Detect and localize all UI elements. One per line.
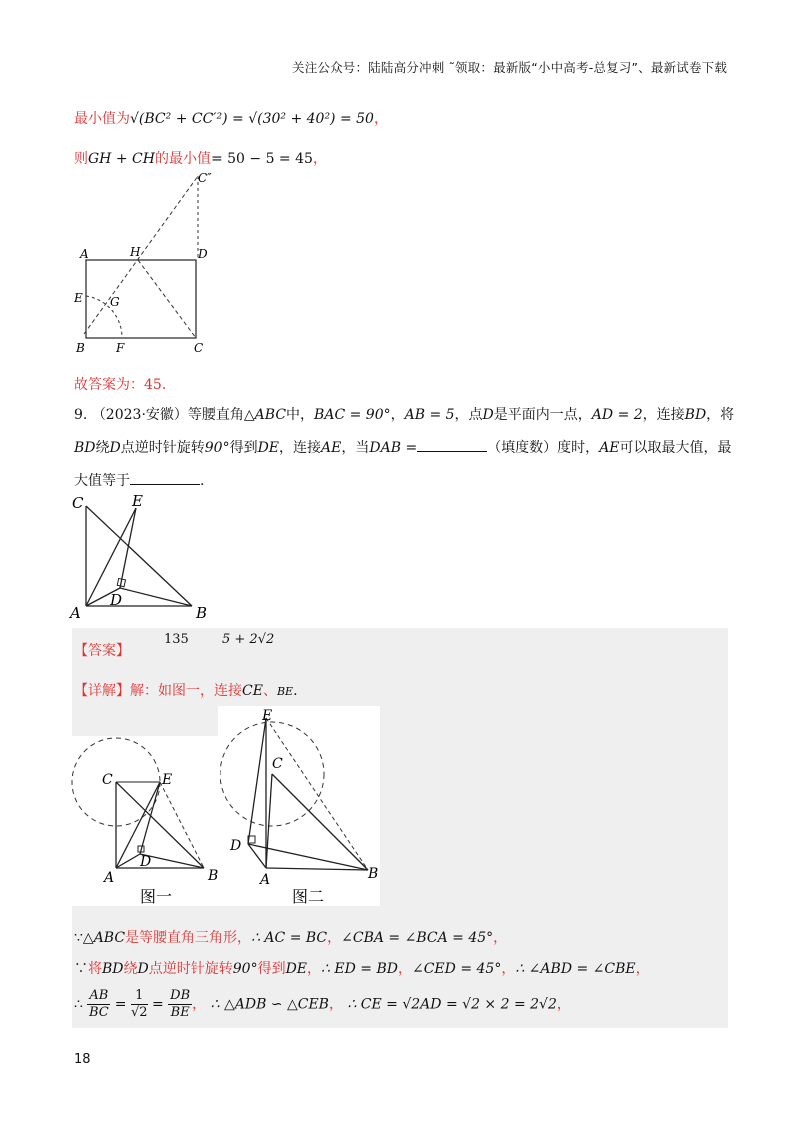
caption-figure-one: 图一: [140, 887, 173, 906]
label-e: E: [132, 492, 143, 510]
text-segment: 是平面内一点，: [493, 407, 592, 423]
math-segment: ∴ CE = √2AD = √2 × 2 = 2√2: [347, 996, 557, 1013]
fraction-ab-bc: [87, 988, 110, 1021]
fraction-db-be: [168, 988, 192, 1021]
text-segment: ，: [307, 961, 322, 977]
text-segment: 大值等于: [74, 473, 130, 489]
label-a: A: [104, 870, 115, 886]
text-segment: （填度数）度时，: [487, 440, 600, 456]
math-segment: D: [137, 961, 149, 977]
text-segment: ，点: [454, 407, 483, 423]
text-segment: 得到: [257, 961, 286, 977]
because-symbol: ∵: [74, 961, 88, 977]
answer-line: [74, 640, 130, 660]
math-segment: 90°: [204, 440, 230, 456]
answer-value-1: 135: [164, 632, 189, 647]
math-segment: ∴ △ADB ∽ △CEB: [210, 996, 329, 1013]
label-b: B: [196, 604, 208, 620]
label-d: D: [140, 854, 152, 870]
text-segment: ，将: [706, 407, 735, 423]
detail-sep: 、: [262, 683, 277, 699]
denominator: BE: [170, 1005, 190, 1020]
dashed-bc2: [84, 176, 198, 334]
figure-problem9: [66, 492, 216, 620]
text-segment: 是等腰直角三角形，: [125, 930, 252, 946]
caption-figure-two: 图二: [292, 887, 325, 906]
page-number: 18: [74, 1052, 91, 1067]
proof-line-1: [74, 927, 507, 947]
text-segment: 绕: [95, 440, 110, 456]
therefore-symbol: ∴: [74, 996, 83, 1013]
answer-tag: 【答案】: [74, 643, 130, 659]
text-segment: 绕: [123, 961, 138, 977]
side-bc: [272, 774, 368, 870]
label-e: E: [74, 291, 83, 305]
numerator: DB: [170, 988, 191, 1003]
math-segment: AE: [321, 440, 342, 456]
then-expr: GH + CH: [88, 151, 155, 167]
text-segment: ，: [635, 961, 650, 977]
text-segment: ，: [556, 996, 571, 1013]
label-d: D: [198, 247, 208, 261]
math-segment: DE: [257, 440, 280, 456]
label-e: E: [162, 772, 173, 788]
text-segment: ，: [501, 961, 516, 977]
text-segment: ，当: [341, 440, 370, 456]
figure-rectangle-reflection: [70, 168, 220, 358]
math-segment: D: [482, 407, 494, 423]
page-header: 关注公众号：陆陆高分冲刺 ˜领取：最新版“小中高考-总复习”、最新试卷下载: [292, 60, 728, 75]
math-segment: BD: [102, 961, 124, 977]
math-segment: DAB =: [369, 440, 418, 456]
answer-panel-right: [380, 706, 728, 906]
label-g: G: [110, 295, 120, 309]
answer-blank-1[interactable]: [417, 439, 487, 452]
side-bc: [86, 506, 192, 606]
label-a: A: [80, 247, 89, 261]
equals-sign: =: [114, 996, 127, 1013]
then-suffix: ，: [312, 151, 327, 167]
text-segment: 点逆时针旋转: [120, 440, 205, 456]
text-segment: ，: [192, 996, 207, 1013]
then-formula: = 50 − 5 = 45: [210, 151, 313, 167]
label-c: C: [272, 756, 283, 772]
text-segment: .: [200, 473, 205, 489]
problem9-line1: [74, 404, 734, 424]
min-value-line: [74, 108, 388, 128]
segment-ed: [120, 508, 136, 588]
math-segment: D: [109, 440, 121, 456]
label-d: D: [110, 591, 123, 609]
label-c: C: [194, 341, 204, 355]
side-ab: [266, 868, 368, 870]
proof-line-3: [74, 988, 571, 1021]
detail-text: 解：如图一，连接: [130, 683, 242, 699]
problem-source: （2023·安徽）: [91, 407, 188, 423]
math-segment: 90°: [232, 961, 258, 977]
dashed-be: [160, 782, 204, 868]
label-b: B: [368, 866, 379, 882]
detail-be: BE: [276, 685, 294, 698]
dashed-hc: [138, 260, 196, 338]
detail-tag: 【详解】: [74, 683, 130, 699]
math-segment: BAC = 90°: [314, 407, 391, 423]
math-segment: ∴ AC = BC: [251, 930, 328, 946]
dashed-eb: [266, 718, 368, 870]
side-ac: [266, 774, 272, 868]
previous-answer: 故答案为：45.: [74, 377, 167, 393]
label-b: B: [208, 868, 219, 884]
figure-two: [220, 706, 380, 906]
then-mid: 的最小值: [154, 151, 211, 167]
problem9-line3: [74, 470, 204, 490]
segment-db: [120, 588, 192, 606]
text-segment: ，: [327, 930, 342, 946]
math-segment: ∠CED = 45°: [411, 961, 502, 977]
rectangle-abcd: [86, 260, 196, 338]
math-segment: AB = 5: [404, 407, 455, 423]
min-value-prefix: 最小值为: [74, 111, 130, 127]
math-segment: △ABC: [243, 407, 287, 423]
math-segment: ∴ ED = BD: [321, 961, 398, 977]
label-e: E: [262, 708, 273, 724]
problem9-line2: [74, 437, 732, 457]
text-segment: 将: [88, 961, 102, 977]
side-bc: [116, 782, 204, 868]
text-segment: 可以取最大值，最: [619, 440, 732, 456]
label-h: H: [130, 245, 141, 259]
math-segment: BD: [74, 440, 96, 456]
then-prefix: 则: [74, 151, 88, 167]
text-segment: ，: [390, 407, 405, 423]
math-segment: DE: [285, 961, 308, 977]
min-value-suffix: ，: [373, 111, 388, 127]
answer-value-2: 5 + 2√2: [222, 632, 275, 647]
label-c2: C″: [198, 171, 212, 185]
equals-sign: =: [151, 996, 164, 1013]
denominator: BC: [88, 1005, 109, 1020]
numerator: AB: [89, 988, 109, 1003]
label-a: A: [70, 604, 81, 620]
figure-one: [70, 730, 230, 906]
proof-line-2: [74, 958, 650, 978]
answer-blank-2[interactable]: [130, 472, 200, 485]
label-c: C: [72, 494, 84, 512]
detail-line: [74, 680, 298, 700]
label-a: A: [260, 872, 271, 888]
text-segment: ，: [328, 996, 343, 1013]
text-segment: 中，: [286, 407, 315, 423]
label-b: B: [76, 341, 85, 355]
label-f: F: [116, 341, 125, 355]
label-c: C: [102, 772, 113, 788]
text-segment: ，连接: [279, 440, 322, 456]
text-segment: ，连接: [642, 407, 685, 423]
math-segment: AD = 2: [591, 407, 643, 423]
text-segment: ，: [397, 961, 412, 977]
math-segment: △ABC: [82, 930, 126, 946]
segment-ed: [140, 782, 160, 854]
text-segment: 等腰直角: [187, 407, 244, 423]
then-line: [74, 148, 327, 168]
text-segment: 点逆时针旋转: [148, 961, 233, 977]
label-d: D: [230, 838, 242, 854]
math-segment: BD: [684, 407, 707, 423]
text-segment: 得到: [229, 440, 258, 456]
min-value-formula: √(BC² + CC′²) = √(30² + 40²) = 50: [130, 111, 374, 127]
math-segment: AE: [599, 440, 620, 456]
because-symbol: ∵: [74, 930, 83, 946]
detail-end: .: [293, 683, 298, 699]
detail-ce: CE: [242, 683, 263, 699]
math-segment: ∴ ∠ABD = ∠CBE: [515, 961, 636, 977]
problem-number: 9.: [74, 407, 88, 423]
math-segment: ∠CBA = ∠BCA = 45°: [341, 930, 494, 946]
numerator: 1: [131, 988, 148, 1005]
text-segment: ，: [493, 930, 508, 946]
fraction-1-root2: [131, 988, 148, 1021]
denominator: √2: [130, 1005, 148, 1020]
